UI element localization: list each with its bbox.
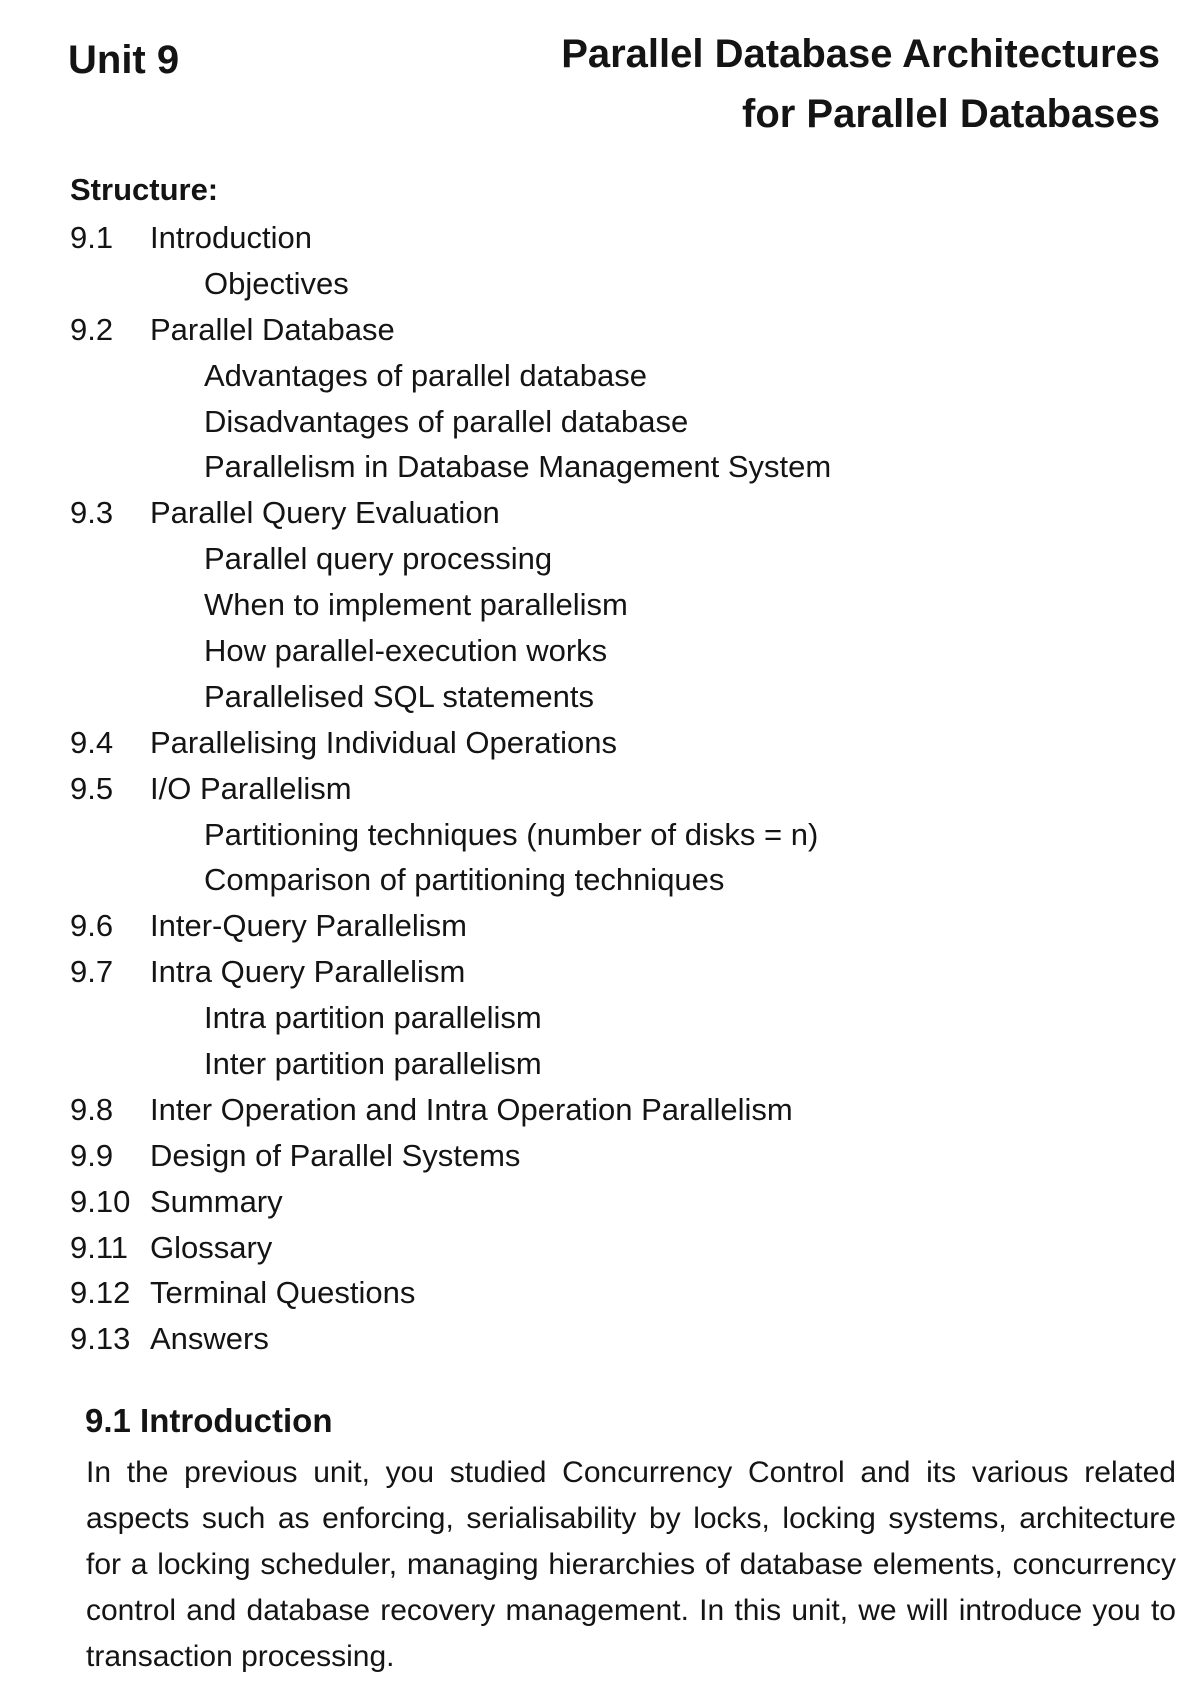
toc-entry-title: Design of Parallel Systems: [150, 1137, 521, 1173]
toc-entry-title: Answers: [150, 1321, 269, 1357]
toc-entry-number: 9.10: [70, 1183, 131, 1219]
toc-entry: [70, 766, 1070, 812]
toc-entry: [70, 353, 1070, 399]
toc-entry-number: 9.2: [70, 311, 114, 347]
toc-entry-title: Inter Operation and Intra Operation Parallelism: [150, 1091, 793, 1127]
toc-entry-number: 9.11: [70, 1229, 129, 1265]
toc-entry: [70, 444, 1070, 490]
toc-entry-title: Intra Query Parallelism: [150, 954, 466, 990]
toc-entry-number: 9.7: [70, 954, 114, 990]
toc-entry: [70, 215, 1070, 261]
introduction-paragraph: In the previous unit, you studied Concurrency Control and its various related aspects such as enforcing, serialisability by locks, locking systems, architecture for a locking scheduler, managing hierarchies of database elements, concurrency control and database recovery management. In this unit, we will introduce you to transaction processing.: [86, 1456, 1176, 1673]
toc-entry-title: Inter-Query Parallelism: [150, 908, 467, 944]
toc-entry: [70, 903, 1070, 949]
toc-entry-title: Parallel Database: [150, 311, 395, 347]
toc-entry-number: 9.4: [70, 724, 114, 760]
toc-entry-title: Parallel Query Evaluation: [150, 495, 500, 531]
toc-entry: [70, 1225, 1070, 1271]
toc-entry: [70, 1316, 1070, 1362]
toc-entry: [70, 261, 1070, 307]
toc-entry: [70, 307, 1070, 353]
toc-entry-number: 9.3: [70, 495, 114, 531]
toc-entry: [70, 1087, 1070, 1133]
toc-subentry-title: Parallel query processing: [204, 541, 553, 577]
toc-entry: [70, 857, 1070, 903]
page-title: [561, 24, 1160, 144]
toc-entry: [70, 628, 1070, 674]
toc-entry: [70, 1041, 1070, 1087]
toc-entry-title: Parallelising Individual Operations: [150, 724, 617, 760]
toc-entry-title: Summary: [150, 1183, 283, 1219]
toc-entry: [70, 582, 1070, 628]
toc-entry-number: 9.9: [70, 1137, 114, 1173]
toc-entry: [70, 1270, 1070, 1316]
toc-subentry-title: Disadvantages of parallel database: [204, 403, 689, 439]
unit-label: Unit 9: [68, 38, 180, 82]
toc-entry-number: 9.1: [70, 220, 114, 255]
title-line-1: Parallel Database Architectures: [561, 32, 1160, 76]
toc-entry: [70, 674, 1070, 720]
toc-entry: [70, 1133, 1070, 1179]
toc-subentry-title: Inter partition parallelism: [204, 1046, 542, 1082]
toc-entry: [70, 536, 1070, 582]
toc-subentry-title: Parallelism in Database Management System: [204, 449, 832, 485]
toc-subentry-title: Partitioning techniques (number of disks = n): [204, 816, 819, 852]
toc-subentry-title: When to implement parallelism: [204, 587, 628, 623]
toc-subentry-title: Comparison of partitioning techniques: [204, 862, 725, 898]
toc-entry-title: Glossary: [150, 1229, 273, 1265]
table-of-contents: [70, 215, 1070, 1362]
title-line-2: for Parallel Databases: [742, 92, 1160, 136]
toc-entry-number: 9.6: [70, 908, 114, 944]
toc-entry: [70, 995, 1070, 1041]
structure-heading: Structure:: [70, 172, 219, 207]
toc-entry: [70, 720, 1070, 766]
toc-entry: [70, 399, 1070, 445]
toc-entry: [70, 812, 1070, 858]
toc-subentry-title: Advantages of parallel database: [204, 357, 647, 393]
section-heading-introduction: 9.1 Introduction: [85, 1402, 333, 1439]
toc-entry-number: 9.12: [70, 1275, 131, 1311]
toc-entry: [70, 1179, 1070, 1225]
toc-entry-title: Introduction: [150, 220, 312, 255]
toc-entry-number: 9.8: [70, 1091, 114, 1127]
toc-subentry-title: Intra partition parallelism: [204, 1000, 542, 1036]
toc-subentry-title: How parallel-execution works: [204, 633, 608, 669]
toc-entry-title: Terminal Questions: [150, 1275, 416, 1311]
toc-entry-number: 9.5: [70, 770, 114, 806]
toc-subentry-title: Objectives: [204, 265, 349, 301]
toc-entry: [70, 949, 1070, 995]
toc-entry-number: 9.13: [70, 1321, 131, 1357]
toc-entry-title: I/O Parallelism: [150, 770, 352, 806]
toc-subentry-title: Parallelised SQL statements: [204, 678, 594, 714]
toc-entry: [70, 490, 1070, 536]
